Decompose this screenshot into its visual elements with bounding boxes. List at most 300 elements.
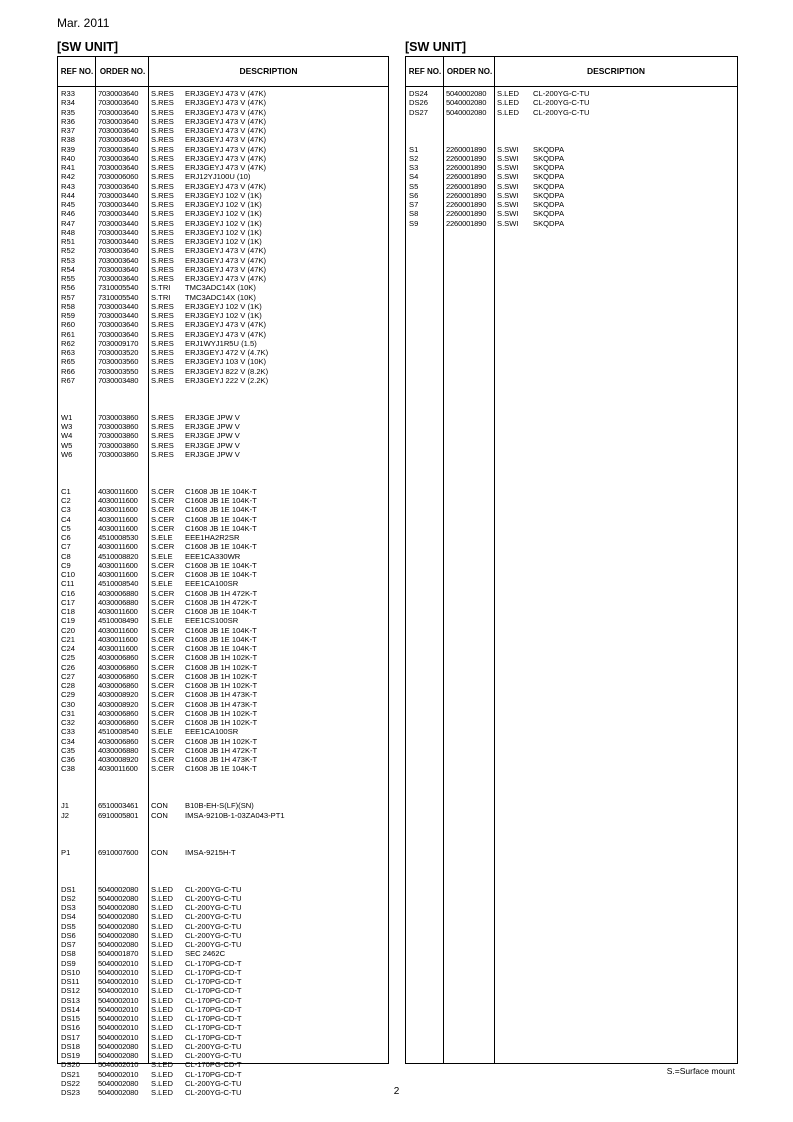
description-cell: CL-200YG-C-TU: [185, 903, 242, 912]
ref-no-cell: R51: [61, 237, 75, 246]
part-type-cell: S.LED: [151, 1041, 173, 1051]
part-type-cell: S.RES: [151, 172, 174, 182]
description-cell: CL-170PG-CD-T: [185, 1023, 242, 1033]
ref-no-cell: R61: [61, 329, 75, 339]
table-row: [58, 764, 388, 773]
table-row: [58, 755, 388, 764]
table-row: [406, 89, 737, 98]
table-row: [58, 607, 388, 616]
table-row: [58, 182, 388, 191]
ref-no-cell: R39: [61, 144, 75, 154]
date-label: Mar. 2011: [57, 16, 110, 30]
description-cell: EEE1CA100SR: [185, 579, 239, 589]
ref-no-cell: DS15: [61, 1014, 80, 1023]
part-type-cell: S.CER: [151, 708, 175, 718]
ref-no-cell: C8: [61, 551, 71, 561]
table-row: [58, 1070, 388, 1079]
part-type-cell: S.SWI: [497, 200, 519, 209]
ref-no-cell: R40: [61, 153, 75, 163]
description-cell: ERJ1WYJ1R5U (1.5): [185, 338, 257, 348]
table-row: [58, 505, 388, 514]
part-type-cell: S.ELE: [151, 579, 173, 589]
order-no-cell: 5040002080: [98, 893, 139, 903]
description-cell: C1608 JB 1H 102K-T: [185, 671, 258, 681]
part-type-cell: S.RES: [151, 255, 174, 265]
ref-no-cell: C36: [61, 755, 75, 764]
order-no-cell: 5040002080: [98, 1041, 139, 1051]
part-type-cell: S.RES: [151, 227, 174, 237]
part-type-cell: S.RES: [151, 264, 174, 274]
part-type-cell: S.CER: [151, 644, 175, 653]
description-cell: ERJ3GEYJ 472 V (4.7K): [185, 348, 269, 357]
table-row: [406, 209, 737, 218]
table-row: [406, 191, 737, 200]
part-type-cell: S.CER: [151, 718, 175, 727]
order-no-cell: 5040002080: [446, 98, 487, 108]
order-no-cell: 7030003480: [98, 375, 139, 385]
table-row: [58, 931, 388, 940]
ref-no-cell: J2: [61, 810, 70, 820]
order-no-cell: 5040002010: [98, 977, 139, 986]
ref-no-cell: DS11: [61, 977, 80, 986]
ref-no-cell: C27: [61, 671, 75, 681]
ref-no-cell: S3: [409, 163, 419, 172]
description-cell: CL-170PG-CD-T: [185, 995, 242, 1005]
description-cell: ERJ3GE JPW V: [185, 431, 240, 441]
description-cell: C1608 JB 1H 102K-T: [185, 718, 258, 727]
table-row: [58, 487, 388, 496]
part-type-cell: S.CER: [151, 560, 175, 570]
ref-no-cell: DS18: [61, 1041, 80, 1051]
order-no-cell: 7030003640: [98, 264, 139, 274]
description-cell: ERJ3GE JPW V: [185, 412, 240, 422]
description-cell: ERJ3GE JPW V: [185, 422, 240, 431]
description-cell: CL-200YG-C-TU: [185, 912, 242, 922]
order-no-cell: 7030003640: [98, 144, 139, 154]
right-rows: [406, 89, 737, 228]
ref-no-cell: C10: [61, 570, 75, 579]
description-cell: C1608 JB 1E 104K-T: [185, 542, 257, 552]
table-row: [58, 690, 388, 699]
description-cell: B10B-EH-S(LF)(SN): [185, 801, 254, 811]
order-no-cell: 7030003520: [98, 348, 139, 357]
ref-no-cell: DS20: [61, 1060, 80, 1070]
order-no-cell: 5040002080: [98, 884, 139, 894]
ref-no-cell: R41: [61, 163, 75, 172]
ref-no-cell: S2: [409, 153, 419, 163]
part-type-cell: CON: [151, 810, 168, 820]
description-cell: ERJ3GEYJ 103 V (10K): [185, 357, 267, 367]
order-no-cell: 4030008920: [98, 755, 139, 764]
description-cell: ERJ3GEYJ 222 V (2.2K): [185, 375, 269, 385]
part-type-cell: S.SWI: [497, 218, 519, 228]
description-cell: SKQDPA: [533, 172, 565, 182]
ref-no-cell: C16: [61, 588, 75, 598]
table-row: [58, 302, 388, 311]
order-no-header: ORDER NO.: [99, 67, 146, 76]
order-no-cell: 4510008540: [98, 727, 139, 737]
table-row: [58, 376, 388, 385]
left-table-header: [58, 57, 388, 87]
order-no-cell: 4030006880: [98, 597, 139, 607]
description-cell: C1608 JB 1E 104K-T: [185, 496, 257, 505]
table-row: [58, 894, 388, 903]
part-type-cell: S.RES: [151, 329, 174, 339]
description-cell: C1608 JB 1E 104K-T: [185, 607, 257, 616]
order-no-cell: 4030006860: [98, 671, 139, 681]
ref-no-cell: DS5: [61, 921, 76, 931]
ref-no-cell: R34: [61, 98, 75, 108]
description-cell: ERJ3GEYJ 473 V (47K): [185, 264, 267, 274]
ref-no-cell: DS2: [61, 893, 76, 903]
part-type-cell: S.CER: [151, 570, 175, 579]
table-row: [58, 1005, 388, 1014]
part-type-cell: S.RES: [151, 274, 174, 283]
table-row: [58, 172, 388, 181]
table-row: [58, 367, 388, 376]
table-row: [58, 145, 388, 154]
description-cell: C1608 JB 1E 104K-T: [185, 634, 257, 644]
part-type-cell: S.CER: [151, 736, 175, 746]
table-row: [58, 968, 388, 977]
ref-no-cell: DS3: [61, 903, 76, 912]
ref-no-cell: C31: [61, 708, 75, 718]
order-no-cell: 7030003440: [98, 190, 139, 200]
order-no-cell: 5040002010: [98, 986, 139, 996]
table-row: [58, 1023, 388, 1032]
part-type-cell: S.LED: [151, 940, 173, 949]
part-type-cell: S.RES: [151, 89, 174, 98]
description-cell: C1608 JB 1E 104K-T: [185, 523, 257, 533]
table-row: [58, 283, 388, 292]
description-header: DESCRIPTION: [239, 66, 298, 76]
description-cell: C1608 JB 1E 104K-T: [185, 505, 257, 515]
order-no-cell: 5040002080: [98, 912, 139, 922]
table-row: [58, 394, 388, 403]
description-cell: C1608 JB 1H 102K-T: [185, 653, 258, 663]
part-type-cell: S.RES: [151, 144, 174, 154]
part-type-cell: S.LED: [151, 1088, 173, 1097]
description-cell: CL-170PG-CD-T: [185, 1004, 242, 1014]
order-no-cell: 7030003440: [98, 311, 139, 320]
table-row: [58, 542, 388, 551]
order-no-cell: 2260001890: [446, 181, 487, 191]
table-row: [58, 940, 388, 949]
part-type-cell: S.RES: [151, 440, 174, 450]
order-no-cell: 4030006880: [98, 588, 139, 598]
description-cell: C1608 JB 1H 102K-T: [185, 681, 258, 690]
table-row: [58, 986, 388, 995]
ref-no-cell: S5: [409, 181, 419, 191]
order-no-cell: 5040002010: [98, 1032, 139, 1042]
ref-no-cell: DS19: [61, 1051, 80, 1060]
order-no-cell: 7030003640: [98, 107, 139, 117]
part-type-cell: S.SWI: [497, 163, 519, 172]
order-no-cell: 2260001890: [446, 172, 487, 182]
order-no-cell: 5040002010: [98, 1023, 139, 1033]
description-cell: CL-170PG-CD-T: [185, 1060, 242, 1070]
part-type-cell: S.RES: [151, 107, 174, 117]
description-cell: ERJ3GEYJ 473 V (47K): [185, 98, 267, 108]
table-row: [58, 875, 388, 884]
part-type-cell: S.LED: [151, 921, 173, 931]
part-type-cell: S.CER: [151, 681, 175, 690]
left-rows: [58, 89, 388, 1097]
table-row: [58, 820, 388, 829]
ref-no-cell: C3: [61, 505, 71, 515]
order-no-cell: 4030011600: [98, 625, 138, 635]
part-type-cell: S.CER: [151, 699, 175, 709]
ref-no-cell: W3: [61, 422, 73, 431]
ref-no-cell: S4: [409, 172, 419, 182]
ref-no-cell: R60: [61, 320, 75, 330]
description-cell: C1608 JB 1E 104K-T: [185, 625, 257, 635]
table-row: [58, 838, 388, 847]
part-type-cell: S.RES: [151, 163, 174, 172]
part-type-cell: S.ELE: [151, 533, 173, 542]
order-no-cell: 4030011600: [98, 634, 138, 644]
part-type-cell: S.LED: [151, 930, 173, 940]
part-type-cell: S.SWI: [497, 190, 519, 200]
part-type-cell: S.RES: [151, 246, 174, 256]
ref-no-cell: DS13: [61, 995, 80, 1005]
order-no-cell: 7030003640: [98, 181, 139, 191]
order-no-cell: 5040002010: [98, 967, 139, 977]
part-type-cell: S.RES: [151, 200, 174, 209]
ref-no-cell: R54: [61, 264, 75, 274]
part-type-cell: S.CER: [151, 607, 175, 616]
table-row: [58, 441, 388, 450]
description-cell: SKQDPA: [533, 218, 565, 228]
part-type-cell: S.ELE: [151, 727, 173, 737]
order-no-cell: 4030011600: [98, 542, 138, 552]
description-cell: C1608 JB 1H 472K-T: [185, 588, 258, 598]
order-no-cell: 4510008490: [98, 616, 139, 626]
ref-no-cell: DS12: [61, 986, 80, 996]
part-type-cell: S.TRI: [151, 283, 171, 293]
ref-no-cell: DS26: [409, 98, 428, 108]
table-row: [58, 330, 388, 339]
ref-no-cell: R62: [61, 338, 75, 348]
ref-no-cell: C21: [61, 634, 75, 644]
part-type-cell: S.LED: [151, 1014, 173, 1023]
order-no-cell: 5040002010: [98, 1004, 139, 1014]
table-row: [58, 949, 388, 958]
part-type-cell: S.LED: [151, 912, 173, 922]
table-row: [58, 737, 388, 746]
part-type-cell: S.LED: [151, 1023, 173, 1033]
order-no-cell: 4030006860: [98, 662, 139, 672]
order-no-cell: 7030003640: [98, 255, 139, 265]
order-no-cell: 4030011600: [98, 607, 138, 616]
order-no-cell: 7030003640: [98, 274, 139, 283]
part-type-cell: S.RES: [151, 422, 174, 431]
part-type-cell: S.CER: [151, 486, 175, 496]
table-row: [406, 135, 737, 144]
ref-no-cell: C33: [61, 727, 75, 737]
table-row: [58, 163, 388, 172]
order-no-cell: 2260001890: [446, 153, 487, 163]
ref-no-cell: P1: [61, 847, 71, 857]
table-row: [58, 644, 388, 653]
description-cell: IMSA-9215H-T: [185, 847, 236, 857]
table-row: [58, 265, 388, 274]
table-row: [58, 1060, 388, 1069]
description-cell: ERJ3GEYJ 473 V (47K): [185, 181, 267, 191]
order-no-cell: 4030006860: [98, 708, 139, 718]
part-type-cell: S.RES: [151, 153, 174, 163]
table-row: [58, 108, 388, 117]
order-no-cell: 7030003640: [98, 135, 139, 145]
table-row: [58, 117, 388, 126]
description-cell: CL-200YG-C-TU: [185, 1041, 242, 1051]
order-no-cell: 7030003440: [98, 237, 139, 246]
description-cell: CL-170PG-CD-T: [185, 958, 242, 968]
description-cell: CL-170PG-CD-T: [185, 1014, 242, 1023]
ref-no-cell: C29: [61, 690, 75, 700]
description-cell: IMSA-9210B-1-03ZA043-PT1: [185, 810, 285, 820]
description-cell: CL-200YG-C-TU: [533, 107, 590, 117]
order-no-cell: 7030003640: [98, 89, 139, 98]
order-no-cell: 4030006860: [98, 718, 139, 727]
part-type-cell: S.CER: [151, 496, 175, 505]
ref-no-cell: C2: [61, 496, 71, 505]
order-no-cell: 5040002010: [98, 995, 139, 1005]
part-type-cell: S.LED: [151, 1004, 173, 1014]
ref-no-cell: DS8: [61, 949, 76, 959]
table-row: [58, 718, 388, 727]
ref-no-cell: W5: [61, 440, 73, 450]
description-cell: C1608 JB 1E 104K-T: [185, 560, 257, 570]
table-row: [58, 700, 388, 709]
table-row: [58, 422, 388, 431]
order-no-cell: 5040002010: [98, 1069, 139, 1079]
description-cell: ERJ3GEYJ 102 V (1K): [185, 227, 262, 237]
table-row: [406, 145, 737, 154]
table-row: [58, 98, 388, 107]
description-cell: ERJ3GEYJ 102 V (1K): [185, 311, 262, 320]
part-type-cell: S.RES: [151, 209, 174, 219]
part-type-cell: S.CER: [151, 505, 175, 515]
table-row: [58, 1033, 388, 1042]
ref-no-cell: R46: [61, 209, 75, 219]
description-cell: ERJ3GEYJ 473 V (47K): [185, 329, 267, 339]
table-row: [58, 431, 388, 440]
part-type-cell: S.LED: [151, 986, 173, 996]
table-row: [58, 533, 388, 542]
description-cell: CL-200YG-C-TU: [185, 1051, 242, 1060]
part-type-cell: S.RES: [151, 348, 174, 357]
order-no-cell: 5040002080: [98, 1078, 139, 1088]
table-row: [58, 320, 388, 329]
ref-no-cell: R59: [61, 311, 75, 320]
table-row: [58, 635, 388, 644]
part-type-cell: S.CER: [151, 523, 175, 533]
description-cell: CL-200YG-C-TU: [185, 884, 242, 894]
ref-no-header: REF NO.: [60, 67, 94, 76]
ref-no-cell: R44: [61, 190, 75, 200]
description-cell: ERJ3GEYJ 102 V (1K): [185, 218, 262, 228]
description-cell: C1608 JB 1H 102K-T: [185, 736, 258, 746]
description-cell: C1608 JB 1H 473K-T: [185, 755, 258, 764]
ref-no-cell: DS10: [61, 967, 80, 977]
part-type-cell: S.LED: [497, 89, 519, 98]
description-cell: ERJ3GEYJ 473 V (47K): [185, 163, 267, 172]
table-row: [406, 117, 737, 126]
order-no-cell: 4510008530: [98, 533, 139, 542]
order-no-cell: 6510003461: [98, 801, 139, 811]
table-row: [58, 626, 388, 635]
description-cell: SKQDPA: [533, 163, 565, 172]
description-cell: CL-200YG-C-TU: [185, 893, 242, 903]
order-no-cell: 5040002010: [98, 958, 139, 968]
order-no-cell: 4030006880: [98, 745, 139, 755]
table-row: [58, 1051, 388, 1060]
description-cell: ERJ3GEYJ 473 V (47K): [185, 255, 267, 265]
description-cell: TMC3ADC14X (10K): [185, 292, 256, 302]
table-row: [58, 866, 388, 875]
description-cell: ERJ3GEYJ 102 V (1K): [185, 200, 262, 209]
description-cell: C1608 JB 1E 104K-T: [185, 486, 257, 496]
part-type-cell: S.LED: [151, 1032, 173, 1042]
part-type-cell: S.RES: [151, 431, 174, 441]
ref-no-cell: C30: [61, 699, 75, 709]
table-row: [58, 589, 388, 598]
table-row: [406, 98, 737, 107]
table-row: [58, 959, 388, 968]
description-cell: ERJ3GEYJ 473 V (47K): [185, 320, 267, 330]
description-cell: C1608 JB 1H 102K-T: [185, 662, 258, 672]
part-type-cell: S.RES: [151, 311, 174, 320]
table-row: [406, 219, 737, 228]
ref-no-cell: R66: [61, 366, 75, 376]
order-no-cell: 7030003860: [98, 412, 139, 422]
table-row: [58, 89, 388, 98]
order-no-cell: 7030003640: [98, 116, 139, 126]
order-no-cell: 4030011600: [98, 523, 138, 533]
order-no-cell: 6910007600: [98, 847, 139, 857]
table-row: [58, 912, 388, 921]
part-type-cell: S.LED: [151, 884, 173, 894]
ref-no-cell: R53: [61, 255, 75, 265]
description-cell: ERJ3GEYJ 102 V (1K): [185, 301, 262, 311]
table-row: [58, 357, 388, 366]
table-row: [58, 274, 388, 283]
ref-no-cell: DS14: [61, 1004, 80, 1014]
description-cell: CL-200YG-C-TU: [185, 1088, 242, 1097]
table-row: [58, 598, 388, 607]
ref-no-cell: S7: [409, 200, 419, 209]
description-cell: ERJ3GE JPW V: [185, 449, 240, 459]
order-no-cell: 7030003640: [98, 320, 139, 330]
ref-no-cell: C1: [61, 486, 71, 496]
part-type-cell: S.CER: [151, 588, 175, 598]
table-row: [406, 172, 737, 181]
ref-no-cell: R55: [61, 274, 75, 283]
ref-no-cell: DS16: [61, 1023, 80, 1033]
part-type-cell: S.CER: [151, 597, 175, 607]
order-no-cell: 7030003860: [98, 440, 139, 450]
order-no-cell: 2260001890: [446, 163, 487, 172]
order-no-cell: 6910005801: [98, 810, 139, 820]
ref-no-cell: C34: [61, 736, 75, 746]
description-cell: C1608 JB 1E 104K-T: [185, 514, 257, 524]
table-row: [58, 126, 388, 135]
part-type-cell: S.RES: [151, 320, 174, 330]
ref-no-header: REF NO.: [408, 67, 442, 76]
description-cell: SKQDPA: [533, 181, 565, 191]
order-no-cell: 7030003860: [98, 431, 139, 441]
